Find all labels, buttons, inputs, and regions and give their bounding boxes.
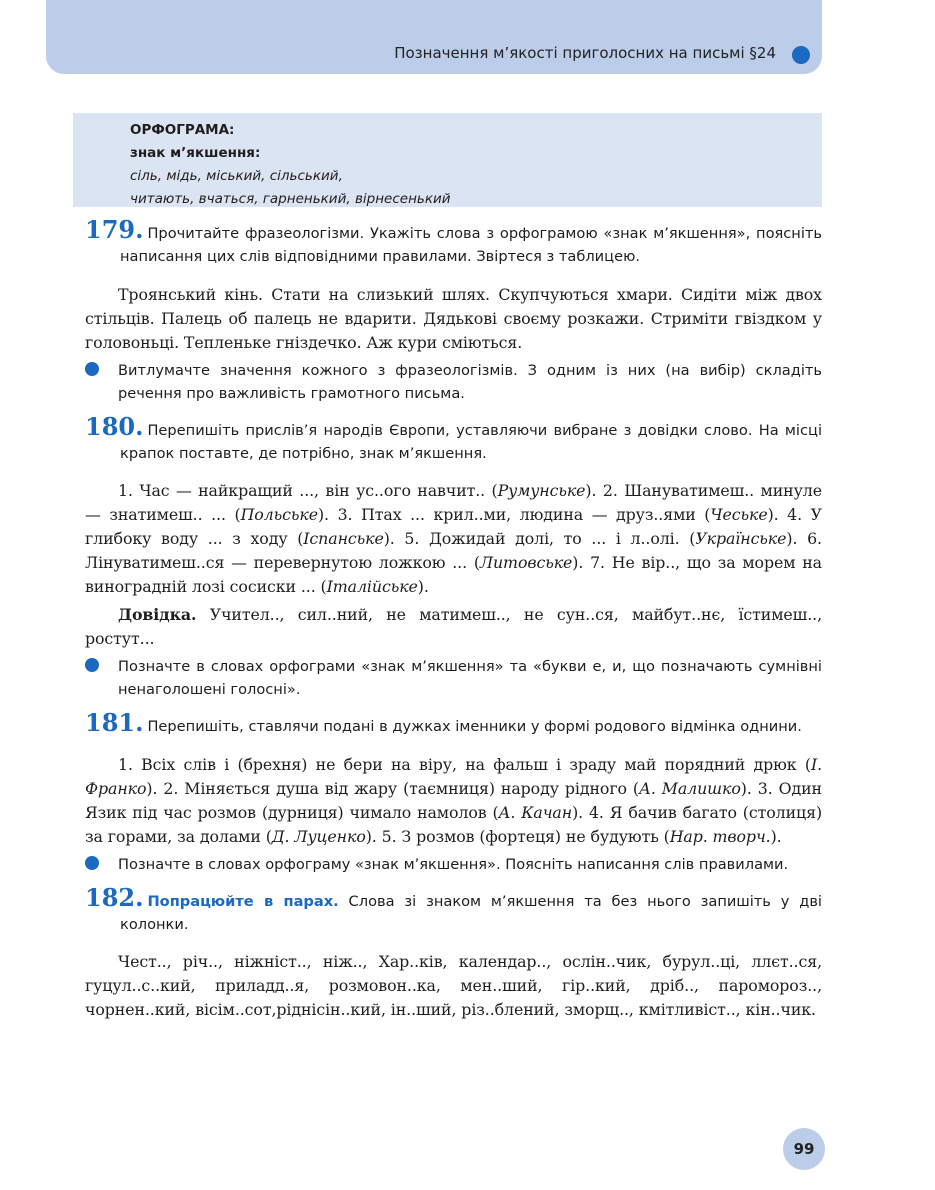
exercise-181-bullet [85,853,822,876]
source: А. Малишко [638,778,741,798]
source: Польське [240,505,318,525]
exercise-179-text: Троянський кінь. Стати на слизький шлях. Скупчуються хмари. Сидіти між двох стільців. Палець об палець не вдарити. Дядькові своєму розкажи. Стриміти гвіздком у головоньці. Тепленьке гніздечко. Аж кури сміються. [85,284,822,352]
bullet-text: Витлумачте значення кожного з фразеологізмів. З одним із них (на вибір) складіть речення про важливість грамотного письма. [118,361,822,402]
header-dot-icon [792,46,810,64]
orthogram-example-line-1: сіль, мідь, міський, сільський, [130,168,343,184]
bullet-dot-icon [85,658,99,672]
exercise-179-task [85,215,822,268]
source: Італійське [326,577,418,597]
exercise-181-task [85,708,822,738]
bullet-dot-icon [85,362,99,376]
source: Литовське [479,553,573,573]
exercise-179-bullet [85,359,822,405]
exercise-180-text: 1. Час — найкращий ..., він ус..ого навчит.. (Румунське). 2. Шануватимеш.. минуле — знатимеш.. ... (Польське). 3. Птах ... крил..ми, людина — друз..ями (Чеське). 4. У глибоку воду ... з ходу (Іспанське). 5. Дожидай долі, то ... і л..олі. (Українське). 6. Лінуватимеш..ся — перевернутою ложкою ... (Литовське). 7. Не вір.., що за морем на виноградній лозі сосиски ... (Італійське). [85,481,822,597]
source: Д. Луценко [271,826,366,846]
reference-label: Довідка. [118,605,197,625]
source: Нар. творч. [669,826,771,846]
exercise-181-text: 1. Всіх слів і (брехня) не бери на віру, на фальш і зраду май порядний дрюк (І. Франко). 2. Міняється душа від жару (таємниця) народу рідного (А. Малишко). 3. Один Язик під час розмов (дурниця) чимало намолов (А. Качан). 4. Я бачив багато (столиця) за горами, за долами (Д. Луценко). 5. З розмов (фортеця) не будують (Нар. творч.). [85,754,823,846]
page-header [46,0,822,74]
exercise-number: 180. [85,411,144,441]
source: І. Франко [85,754,822,798]
orthogram-box [73,113,822,207]
source: Румунське [497,481,586,501]
source: Українське [695,529,787,549]
source: Чеське [710,505,768,525]
task-text: Слова зі знаком м’якшення та без нього запишіть у дві колонки. [120,892,822,933]
exercise-182-text: Чест.., річ.., ніжніст.., ніж.., Хар..ків, календар.., ослін..чик, бурул..ці, ллєт..ся, гуцул..с..кий, приладд..я, розмовон..ка, мен..ший, гір..кий, дріб.., пароморoз.., чорнен..кий, вісім..сот,ріднісін..кий, ін..ший, різ..блений, зморщ.., кмітливіст.., кін..чик. [85,952,822,1020]
orthogram-heading: ОРФОГРАМА: [130,122,235,138]
reference-text: Учител.., сил..ний, не матимеш.., не сун..ся, майбут..нє, їстимеш.., ростут... [85,605,822,649]
exercise-180-task [85,411,822,465]
exercise-181 [85,708,823,876]
page-number: 99 [783,1128,825,1170]
exercise-180 [85,411,822,702]
section-title: Позначення м’якості приголосних на письмі §24 [394,44,776,62]
task-text: Перепишіть, ставлячи подані в дужках іменники у формі родового відмінка однини. [147,718,802,736]
exercise-number: 182. [85,882,144,912]
bullet-text: Позначте в словах орфограми «знак м’якшення» та «букви е, и, що позначають сумнівні ненаголошені голосні». [118,658,822,699]
exercise-179 [85,215,822,405]
orthogram-example-line-2: читають, вчаться, гарненький, вірнесенький [130,191,451,207]
pair-work-label: Попрацюйте в парах. [147,892,339,910]
exercise-182 [85,882,822,1023]
bullet-text: Позначте в словах орфограму «знак м’якшення». Поясніть написання слів правилами. [118,855,789,873]
source: Іспанське [303,529,384,549]
bullet-dot-icon [85,856,99,870]
task-text: Перепишіть прислів’я народів Європи, уставляючи вибране з довідки слово. На місці крапок поставте, де потрібно, знак м’якшення. [120,421,822,462]
exercises-content [85,215,823,1022]
exercise-number: 179. [85,215,144,244]
source: А. Качан [498,802,573,822]
exercise-180-bullet [85,655,822,701]
exercise-180-reference [85,603,822,651]
exercise-182-task [85,882,822,936]
task-text: Прочитайте фразеологізми. Укажіть слова з орфограмою «знак м’якшення», поясніть написання цих слів відповідними правилами. Звіртеся з таблицею. [120,225,822,265]
exercise-number: 181. [85,708,144,738]
orthogram-subheading: знак м’якшення: [130,145,261,161]
